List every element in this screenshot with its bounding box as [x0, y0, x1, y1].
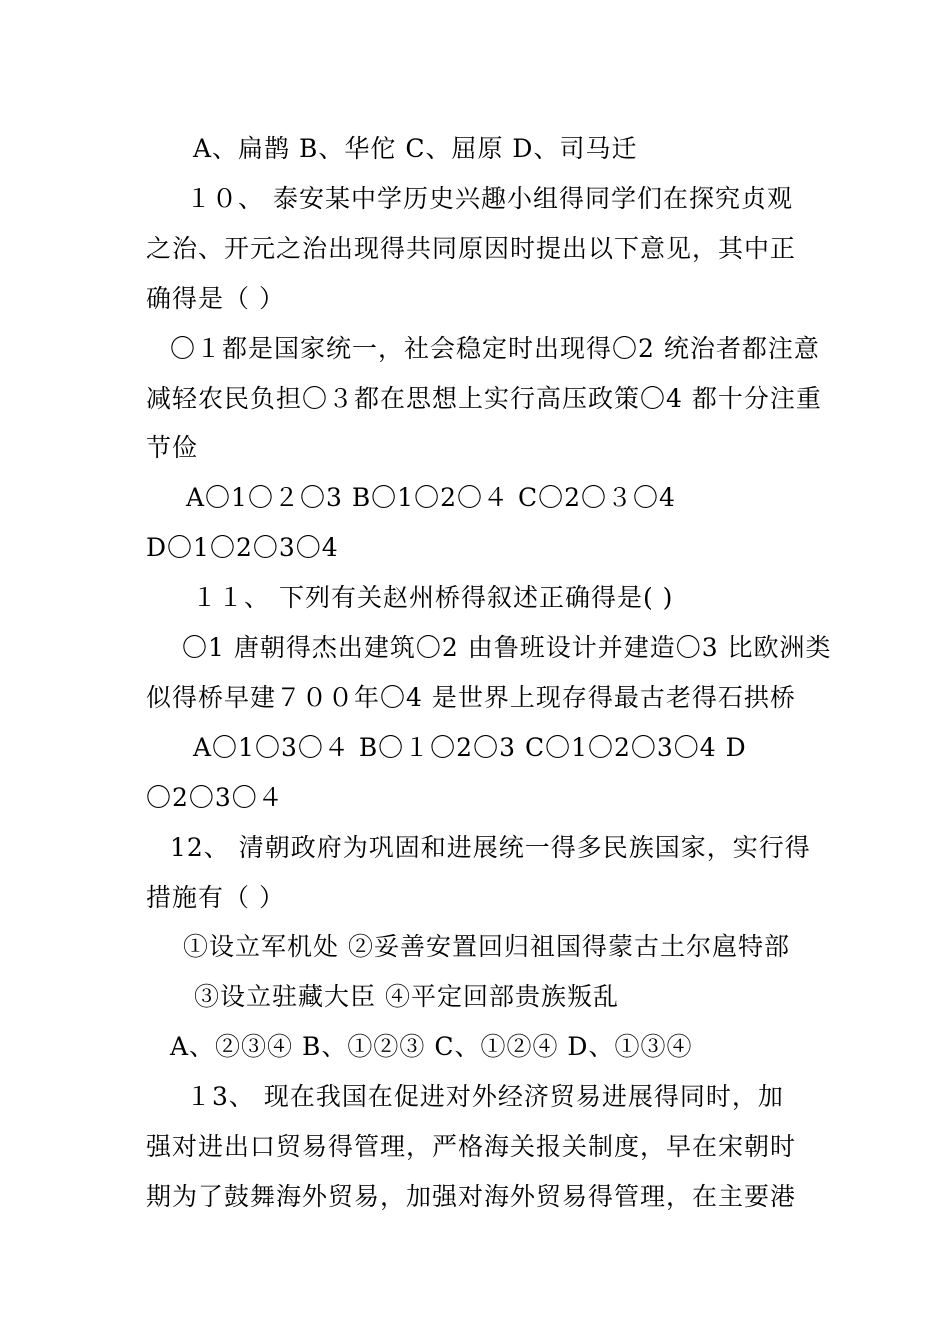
q12-stem-line-1: 12、 清朝政府为巩固和进展统一得多民族国家，实行得	[170, 833, 811, 862]
q11-stem: １１、 下列有关赵州桥得叙述正确得是( )	[192, 583, 674, 612]
q10-options-1: A〇1〇２〇3 B〇1〇2〇４ C〇2〇３〇4	[186, 483, 676, 512]
q10-stem-line-3: 确得是（ ）	[146, 284, 285, 313]
q10-statements-3: 节俭	[146, 433, 199, 462]
q12-stem-line-2: 措施有（ ）	[146, 883, 285, 912]
q12-statements-1: ①设立军机处 ②妥善安置回归祖国得蒙古土尔扈特部	[183, 932, 790, 961]
q12-statements-2: ③设立驻藏大臣 ④平定回部贵族叛乱	[194, 982, 619, 1011]
q13-stem-line-3: 期为了鼓舞海外贸易，加强对海外贸易得管理，在主要港	[146, 1182, 797, 1211]
q11-statements-2: 似得桥早建７００年〇4 是世界上现存得最古老得石拱桥	[146, 683, 796, 712]
q11-statements-1: 〇1 唐朝得杰出建筑〇2 由鲁班设计并建造〇3 比欧洲类	[182, 633, 832, 662]
q13-stem-line-1: １3、 现在我国在促进对外经济贸易进展得同时，加	[186, 1082, 784, 1111]
q13-stem-line-2: 强对进出口贸易得管理，严格海关报关制度，早在宋朝时	[146, 1132, 797, 1161]
q12-options: A、②③④ B、①②③ C、①②④ D、①③④	[170, 1032, 693, 1061]
q10-stem-line-2: 之治、开元之治出现得共同原因时提出以下意见，其中正	[146, 234, 797, 263]
q10-stem-line-1: １０、 泰安某中学历史兴趣小组得同学们在探究贞观	[186, 184, 793, 213]
q10-statements-2: 减轻农民负担〇３都在思想上实行高压政策〇4 都十分注重	[146, 384, 822, 413]
q9-options: A、扁鹊 B、华佗 C、屈原 D、司马迁	[193, 134, 638, 163]
q11-options-2: 〇2〇3〇４	[146, 783, 284, 812]
q10-options-2: D〇1〇2〇3〇4	[146, 533, 339, 562]
q10-statements-1: 〇１都是国家统一，社会稳定时出现得〇2 统治者都注意	[170, 334, 820, 363]
q11-options-1: A〇1〇3〇４ B〇１〇2〇3 C〇1〇2〇3〇4 D	[193, 733, 747, 762]
